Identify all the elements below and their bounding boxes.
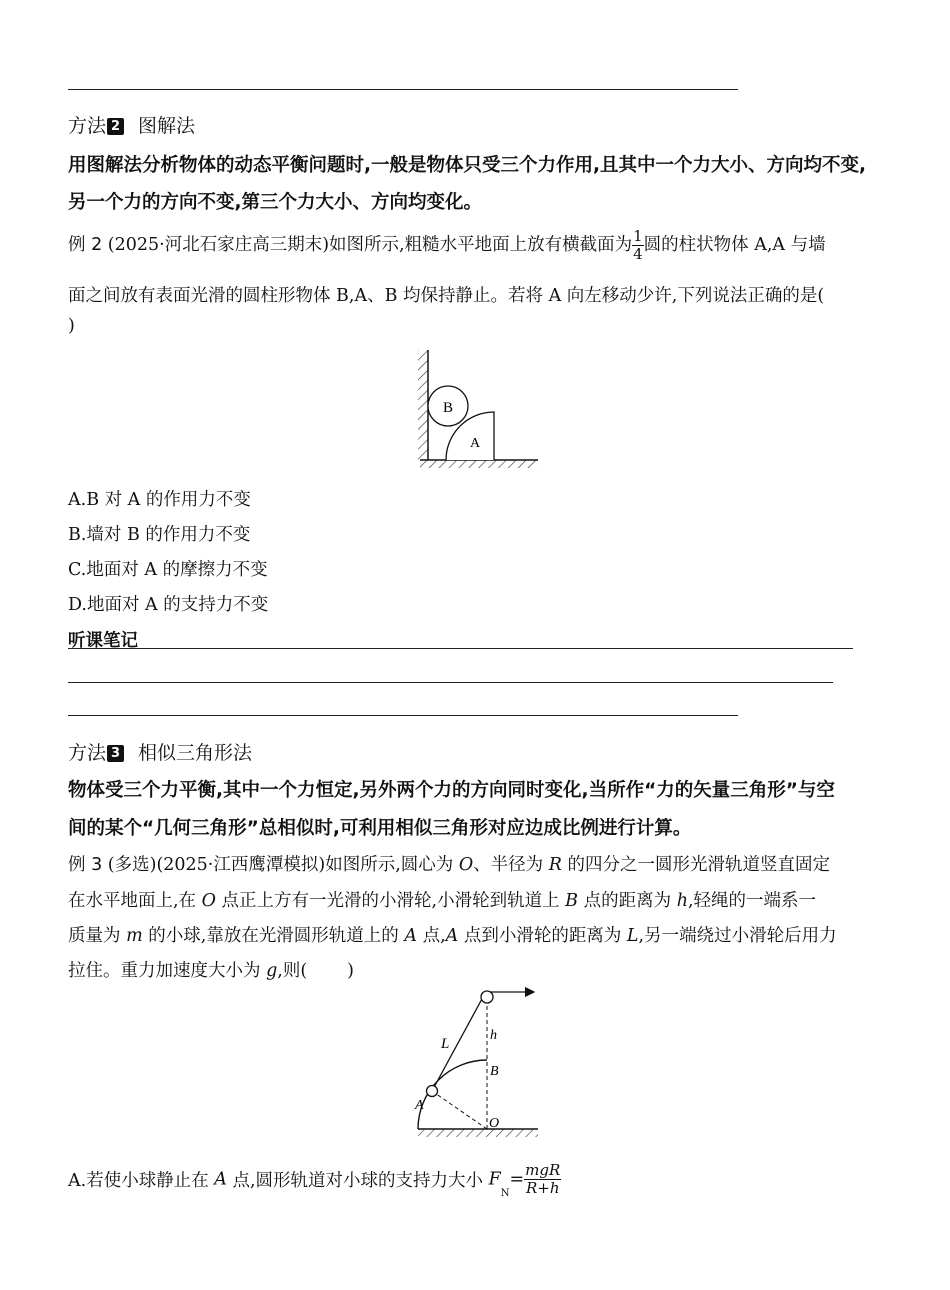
label-h: h	[490, 1028, 497, 1043]
method2-desc-line2: 另一个力的方向不变,第三个力大小、方向均变化。	[68, 192, 483, 213]
wall-hatch	[418, 350, 428, 460]
notes-line-3	[68, 715, 738, 716]
text: 如图所示,圆心为	[325, 855, 459, 875]
ground-hatch	[420, 460, 538, 468]
symbol-h: h	[676, 891, 688, 911]
method-number-badge: 2	[107, 118, 124, 135]
ex3-line1	[68, 851, 830, 876]
ex2-text-a: 如图所示,粗糙水平地面上放有横截面为	[329, 235, 633, 255]
text: ,轻绳的一端系一	[687, 891, 817, 911]
label-o: O	[489, 1116, 500, 1131]
ex2-source: (2025·河北石家庄高三期末)	[107, 235, 330, 255]
symbol-r: R	[548, 855, 562, 875]
method-prefix: 方法	[68, 742, 107, 764]
method-title: 图解法	[138, 115, 196, 137]
method3-heading	[68, 738, 252, 765]
text: 点,圆形轨道对小球的支持力大小	[226, 1171, 489, 1191]
method3-desc-line1: 物体受三个力平衡,其中一个力恒定,另外两个力的方向同时变化,当所作“力的矢量三角形”与空	[68, 780, 835, 801]
method3-desc-line2: 间的某个“几何三角形”总相似时,可利用相似三角形对应边成比例进行计算。	[68, 818, 692, 839]
text: 在水平地面上,在	[68, 891, 202, 911]
ex3-line3	[68, 922, 837, 947]
quarter-fraction	[632, 228, 644, 263]
ex3-line2	[68, 887, 816, 912]
text: 的小球,靠放在光滑圆形轨道上的	[142, 926, 405, 946]
symbol-l: L	[626, 926, 639, 946]
formula-fraction	[524, 1162, 561, 1197]
ex2-label: 例 2	[68, 235, 103, 255]
pulley	[481, 991, 493, 1003]
subscript-n: N	[500, 1188, 510, 1199]
method2-heading	[68, 111, 195, 138]
method2-desc-line1: 用图解法分析物体的动态平衡问题时,一般是物体只受三个力作用,且其中一个力大小、方向均不变,	[68, 155, 867, 176]
label-b: B	[490, 1064, 499, 1079]
label-b: B	[443, 400, 454, 416]
text: 、半径为	[473, 855, 549, 875]
ex2-line3: )	[68, 316, 75, 336]
formula-denominator: R+h	[525, 1179, 560, 1197]
label-a: A	[470, 436, 481, 451]
text: ,则(	[277, 961, 308, 981]
text: 点正上方有一光滑的小滑轮,小滑轮到轨道上	[215, 891, 566, 911]
text: ,另一端绕过小滑轮后用力	[638, 926, 837, 946]
formula-numerator: mgR	[525, 1161, 561, 1179]
symbol-a: A	[214, 1169, 227, 1190]
text: 点到小滑轮的距离为	[458, 926, 627, 946]
fraction-denominator: 4	[633, 245, 643, 263]
equals-sign: =	[509, 1169, 525, 1190]
symbol-a: A	[445, 926, 459, 946]
text: )	[347, 961, 354, 981]
symbol-a: A	[404, 926, 418, 946]
text: 点,	[417, 926, 446, 946]
fraction-numerator: 1	[633, 227, 643, 245]
ground-hatch	[418, 1129, 538, 1137]
symbol-f: F	[488, 1169, 501, 1190]
text: 质量为	[68, 926, 127, 946]
ex2-option-a: A.B 对 A 的作用力不变	[68, 490, 251, 510]
ex3-source: (2025·江西鹰潭模拟)	[156, 855, 326, 875]
text: 点的距离为	[578, 891, 677, 911]
symbol-m: m	[126, 926, 143, 946]
ex2-text-b: 圆的柱状物体 A,A 与墙	[643, 235, 826, 255]
ex3-figure	[410, 985, 550, 1145]
text: 的四分之一圆形光滑轨道竖直固定	[561, 855, 830, 875]
method-title: 相似三角形法	[138, 742, 253, 764]
symbol-b: B	[565, 891, 579, 911]
symbol-o: O	[201, 891, 216, 911]
ex2-figure	[410, 348, 545, 473]
ex2-option-b: B.墙对 B 的作用力不变	[68, 525, 251, 545]
notes-line-2	[68, 682, 833, 683]
rope	[432, 997, 483, 1091]
ex2-option-c: C.地面对 A 的摩擦力不变	[68, 560, 268, 580]
ex3-line4	[68, 957, 354, 982]
notes-title: 听课笔记	[68, 631, 138, 651]
symbol-g: g	[266, 961, 278, 981]
text: 拉住。重力加速度大小为	[68, 961, 267, 981]
ex2-line2: 面之间放有表面光滑的圆柱形物体 B,A、B 均保持静止。若将 A 向左移动少许,下列说法正确的是(	[68, 286, 825, 306]
method-number-badge: 3	[107, 745, 124, 762]
ex2-line1	[68, 228, 826, 263]
ex3-option-a	[68, 1162, 561, 1199]
radius-dashed-line	[432, 1091, 487, 1129]
ex3-tag: (多选)	[107, 855, 157, 875]
label-l: L	[441, 1036, 450, 1052]
text: A.若使小球静止在	[68, 1171, 215, 1191]
symbol-o: O	[458, 855, 474, 875]
label-a: A	[415, 1098, 424, 1113]
top-rule	[68, 89, 738, 90]
ex3-label: 例 3	[68, 855, 103, 875]
ex2-option-d: D.地面对 A 的支持力不变	[68, 595, 269, 615]
notes-line-1	[68, 648, 853, 649]
ball	[427, 1086, 438, 1097]
method-prefix: 方法	[68, 115, 107, 137]
